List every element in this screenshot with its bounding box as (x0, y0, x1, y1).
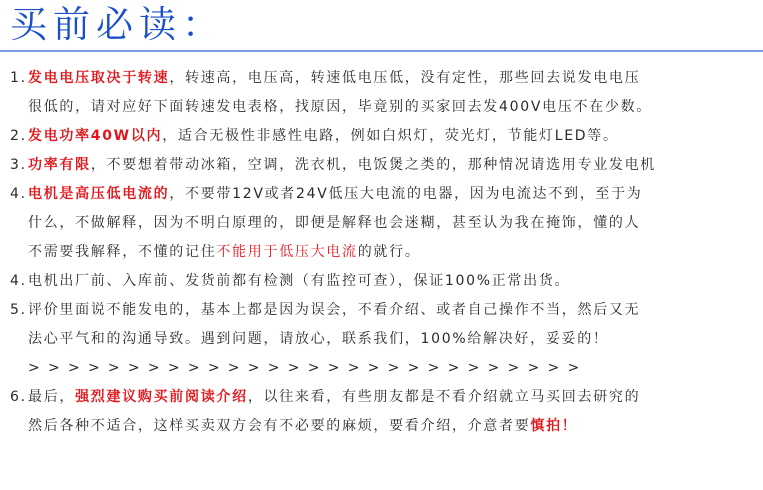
item-text: 最后， (28, 389, 76, 405)
page-title: 买前必读： (10, 3, 225, 46)
item-text: ，适合无极性非感性电路，例如白炽灯，荧光灯，节能灯LED等。 (162, 128, 619, 144)
item-text: 法心平气和的沟通导致。遇到问题，请放心，联系我们，100%给解决好，妥妥的！ (28, 331, 609, 347)
list-item (10, 296, 760, 325)
item-number: 4. (10, 186, 27, 202)
list-item (10, 383, 760, 412)
list-item (10, 122, 760, 151)
item-continuation (10, 209, 760, 238)
item-text: 很低的，请对应好下面转速发电表格，找原因，毕竟别的买家回去发400V电压不在少数。 (28, 99, 652, 115)
item-text: 然后各种不适合，这样买卖双方会有不必要的麻烦，要看介绍，介意者要 (28, 418, 531, 434)
item-emphasis: 慎拍！ (530, 418, 578, 434)
item-number: 6. (10, 389, 27, 405)
list-item (10, 64, 760, 93)
item-text: 电机出厂前、入库前、发货前都有检测（有监控可查），保证100%正常出货。 (28, 273, 571, 289)
arrow-separator: > > > > > > > > > > > > > > > > > > > > > > > > > > > > (28, 360, 582, 376)
item-emphasis: 不能用于低压大电流 (216, 244, 358, 260)
item-number: 4. (10, 273, 27, 289)
item-text: ，以往来看，有些朋友都是不看介绍就立马买回去研究的 (247, 389, 641, 405)
list-item (10, 180, 760, 209)
item-text: ，不要想着带动冰箱，空调，洗衣机，电饭煲之类的，那种情况请选用专业发电机 (90, 157, 657, 173)
item-emphasis: 强烈建议购买前阅读介绍 (75, 389, 248, 405)
item-text: ，转速高，电压高，转速低电压低，没有定性，那些回去说发电电压 (169, 70, 641, 86)
item-emphasis: 发电电压取决于转速 (28, 70, 170, 86)
item-text: 不需要我解释，不懂的记住 (28, 244, 217, 260)
item-number: 2. (10, 128, 27, 144)
title-divider (0, 50, 763, 52)
item-number: 3. (10, 157, 27, 173)
item-number: 1. (10, 70, 27, 86)
item-number: 5. (10, 302, 27, 318)
item-continuation (10, 93, 760, 122)
list-item (10, 151, 760, 180)
item-text: 什么，不做解释，因为不明白原理的，即便是解释也会迷糊，甚至认为我在掩饰，懂的人 (28, 215, 641, 231)
item-emphasis: 发电功率40W以内 (28, 128, 163, 144)
item-emphasis: 功率有限 (28, 157, 91, 173)
notice-list (10, 64, 760, 441)
item-continuation (10, 325, 760, 354)
item-text: ，不要带12V或者24V低压大电流的电器，因为电流达不到，至于为 (169, 186, 643, 202)
item-continuation (10, 412, 760, 441)
item-text: 评价里面说不能发电的，基本上都是因为误会，不看介绍、或者自己操作不当，然后又无 (28, 302, 641, 318)
item-text: 的就行。 (357, 244, 421, 260)
item-continuation (10, 238, 760, 267)
list-item (10, 267, 760, 296)
item-emphasis: 电机是高压低电流的 (28, 186, 170, 202)
